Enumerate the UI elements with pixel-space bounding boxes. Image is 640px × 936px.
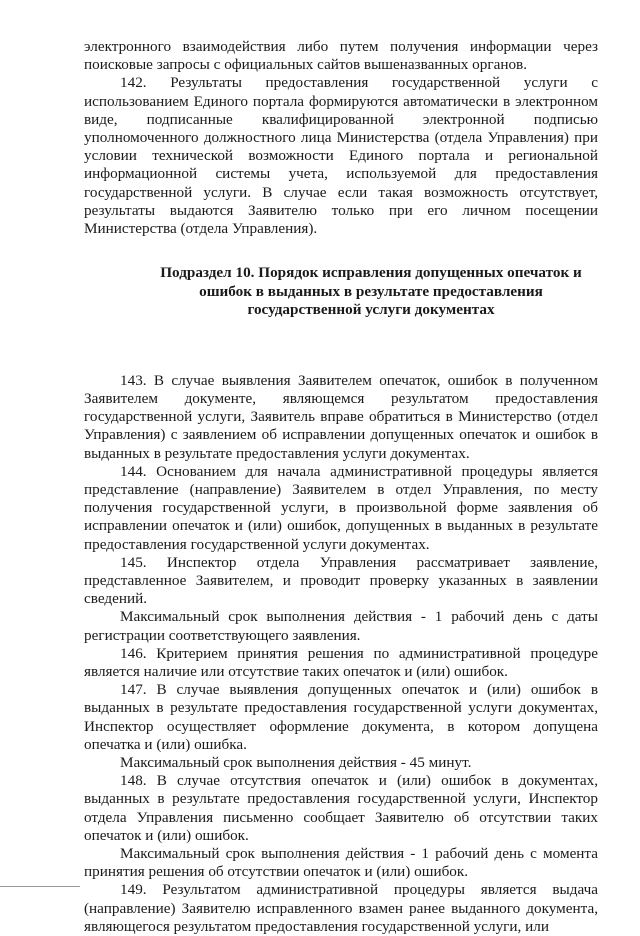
paragraph-continuation: электронного взаимодействия либо путем получения информации через поисковые запросы с официальных сайтов вышеназванных органов. [84,38,598,74]
heading-line-2: ошибок в выданных в результате предоставления [199,282,543,300]
section-heading [84,264,598,320]
paragraph-143: 143. В случае выявления Заявителем опечаток, ошибок в полученном Заявителем документе, являющемся результатом предоставления государственной услуги, Заявитель вправе обратиться в Министерство (отдел Управления) с заявлением об исправлении допущенных опечаток и ошибок в выданных в результате предоставления услуги документах. [84,371,598,462]
paragraph-147-max-time: Максимальный срок выполнения действия - 45 минут. [120,754,472,771]
paragraph-142: 142. Результаты предоставления государственной услуги с использованием Единого портала формируются автоматически в электронном виде, подписанные квалифицированной электронной подписью уполномоченного должностного лица Министерства (отдела Управления) при условии технической возможности Единого портала и региональной информационной системы учета, используемой для предоставления государственной услуги. В случае если такая возможность отсутствует, результаты выдаются Заявителю только при его личном посещении Министерства (отдела Управления). [84,74,598,238]
paragraph-145-max-time: Максимальный срок выполнения действия - 1 рабочий день с даты регистрации соответствующего заявления. [84,608,598,644]
paragraph-145: 145. Инспектор отдела Управления рассматривает заявление, представленное Заявителем, и проводит проверку указанных в заявлении сведений. [84,553,598,608]
document-page [84,38,598,936]
paragraph-146: 146. Критерием принятия решения по административной процедуре является наличие или отсутствие таких опечаток и (или) ошибок. [84,644,598,680]
page-edge-line [0,886,80,887]
paragraph-144: 144. Основанием для начала административной процедуры является представление (направление) Заявителем в отдел Управления, по месту получения государственной услуги, в произвольной форме заявления об исправлении опечаток и (или) ошибок, допущенных в выданных в результате предоставления государственной услуги документах. [84,462,598,553]
paragraph-147: 147. В случае выявления допущенных опечаток и (или) ошибок в выданных в результате предоставления государственной услуги документах, Инспектор осуществляет оформление документа, в котором допущена опечатка и (или) ошибка. [84,681,598,753]
paragraph-149: 149. Результатом административной процедуры является выдача (направление) Заявителю исправленного взамен ранее выданного документа, являющегося результатом предоставления государственной услуги, или [84,881,598,935]
paragraph-148: 148. В случае отсутствия опечаток и (или) ошибок в документах, выданных в результате предоставления государственной услуги, Инспектор отдела Управления письменно сообщает Заявителю об отсутствии таких опечаток и (или) ошибок. [84,772,598,844]
heading-line-3: государственной услуги документах [247,301,495,319]
paragraph-148-max-time: Максимальный срок выполнения действия - 1 рабочий день с момента принятия решения об отсутствии опечаток и (или) ошибок. [84,845,598,881]
heading-line-1: Подраздел 10. Порядок исправления допущенных опечаток и [160,264,582,282]
